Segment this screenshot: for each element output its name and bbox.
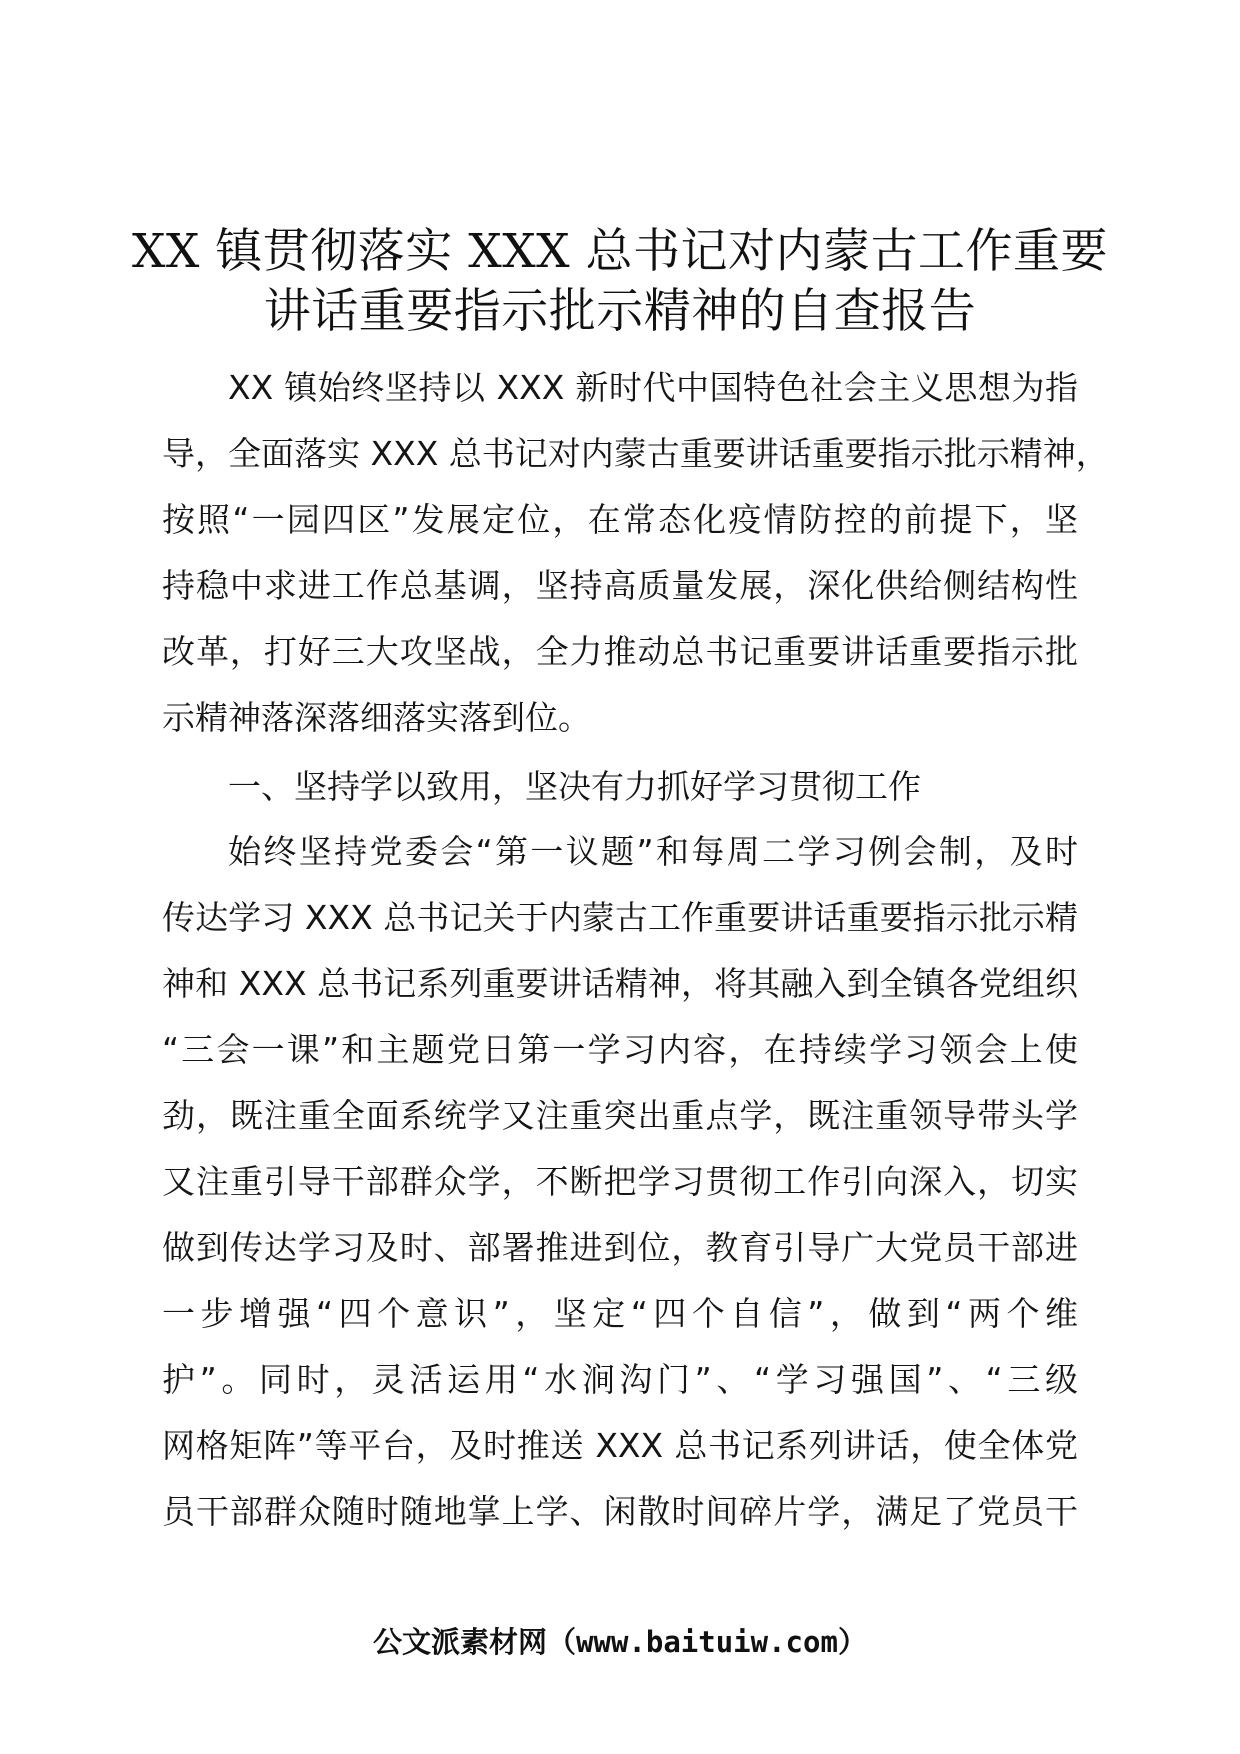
footer-watermark: 公文派素材网（www.baituiw.com） <box>373 1625 867 1659</box>
text-line: 传达学习 XXX 总书记关于内蒙古工作重要讲话重要指示批示精 <box>162 898 1078 937</box>
title-line-2: 讲话重要指示批示精神的自查报告 <box>263 284 977 339</box>
text-line: 护”。同时，灵活运用“水涧沟门”、“学习强国”、“三级 <box>162 1360 1078 1399</box>
text-line: 按照“一园四区”发展定位，在常态化疫情防控的前提下，坚 <box>162 500 1078 539</box>
text-line: 一步增强“四个意识”，坚定“四个自信”，做到“两个维 <box>162 1294 1078 1333</box>
text-line: “三会一课”和主题党日第一学习内容，在持续学习领会上使 <box>162 1030 1078 1069</box>
text-line: 导，全面落实 XXX 总书记对内蒙古重要讲话重要指示批示精神， <box>162 434 1109 473</box>
section-paragraph <box>162 819 1078 1545</box>
intro-paragraph <box>162 355 1109 751</box>
text-line: 始终坚持党委会“第一议题”和每周二学习例会制，及时 <box>228 832 1078 871</box>
section-heading-text: 一、坚持学以致用，坚决有力抓好学习贯彻工作 <box>228 767 921 806</box>
text-line: 神和 XXX 总书记系列重要讲话精神，将其融入到全镇各党组织 <box>162 964 1078 1003</box>
text-line: 示精神落深落细落实落到位。 <box>162 698 591 737</box>
text-line: 员干部群众随时随地掌上学、闲散时间碎片学，满足了党员干 <box>162 1492 1078 1531</box>
document-title <box>130 222 1110 342</box>
text-line: 网格矩阵”等平台，及时推送 XXX 总书记系列讲话，使全体党 <box>162 1426 1078 1465</box>
text-line: XX 镇始终坚持以 XXX 新时代中国特色社会主义思想为指 <box>228 368 1078 407</box>
text-line: 改革，打好三大攻坚战，全力推动总书记重要讲话重要指示批 <box>162 632 1078 671</box>
title-line-1: XX 镇贯彻落实 XXX 总书记对内蒙古工作重要 <box>131 224 1109 279</box>
text-line: 劲，既注重全面系统学又注重突出重点学，既注重领导带头学 <box>162 1096 1078 1135</box>
text-line: 持稳中求进工作总基调，坚持高质量发展，深化供给侧结构性 <box>162 566 1078 605</box>
section-heading <box>162 754 1078 820</box>
text-line: 又注重引导干部群众学，不断把学习贯彻工作引向深入，切实 <box>162 1162 1078 1201</box>
text-line: 做到传达学习及时、部署推进到位，教育引导广大党员干部进 <box>162 1228 1078 1267</box>
